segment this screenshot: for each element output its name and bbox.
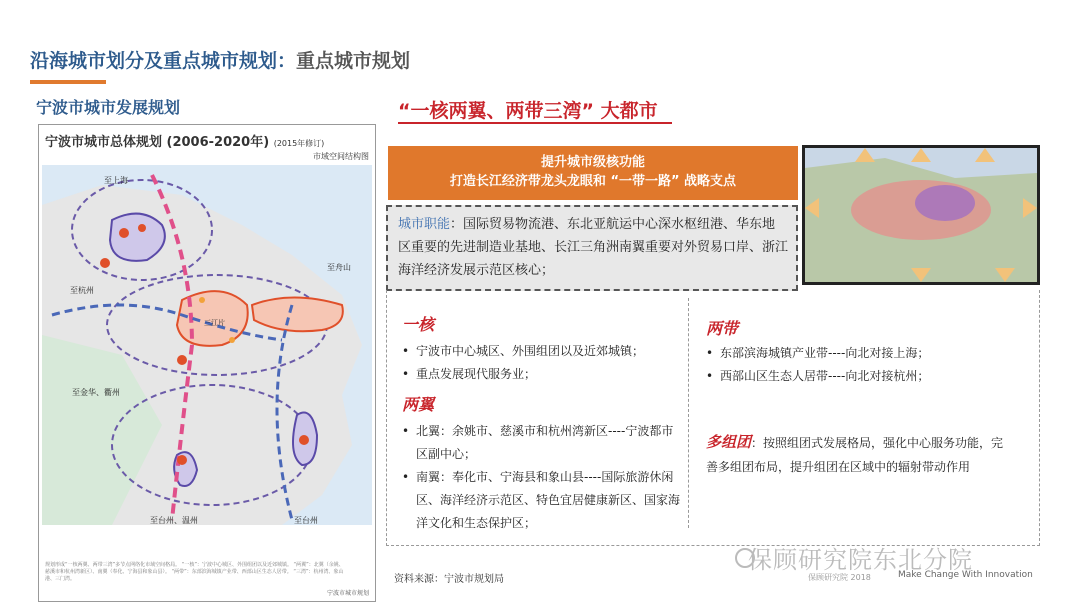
watermark: 保顾研究院东北分院 [748, 546, 973, 574]
city-function-box [386, 205, 798, 291]
city-node [100, 258, 110, 268]
label-to-taizhou-wenzhou: 至台州、温州 [150, 516, 198, 525]
city-function-sep: ： [450, 217, 464, 232]
city-function-label: 城市职能 [398, 217, 451, 232]
list-item: • 东部滨海城镇产业带----向北对接上海； [706, 342, 1026, 365]
map-subtitle: 市域空间结构图 [313, 152, 369, 161]
liangdai-heading: 两带 [706, 319, 739, 338]
list-item: • 南翼：奉化市、宁海县和象山县----国际旅游休闲区、海洋经济示范区、特色宜居健康新区、国家海洋文化和生态保护区； [402, 466, 684, 535]
map-footer: 宁波市城市规划 [326, 590, 369, 597]
headline: “一核两翼、两带三湾” 大都市 [398, 100, 658, 122]
list-item: • 宁波市中心城区、外围组团以及近郊城镇； [402, 340, 682, 363]
label-to-hangzhou: 至杭州 [70, 286, 94, 295]
list-item: • 西部山区生态人居带----向北对接杭州； [706, 365, 1026, 388]
column-divider [688, 298, 689, 528]
page-title-main: 沿海城市划分及重点城市规划： [30, 50, 297, 72]
city-node [138, 224, 146, 232]
liangdai-list [706, 342, 1026, 388]
city-function-text: 国际贸易物流港、东北亚航运中心深水枢纽港、华东地区重要的先进制造业基地、长江三角洲南翼重要对外贸易口岸、浙江海洋经济发展示范区核心； [398, 217, 789, 278]
spatial-structure-map [42, 165, 372, 525]
page-title [30, 46, 410, 73]
map-title-note: (2015年修订) [273, 139, 325, 148]
city-node [177, 355, 187, 365]
page-title-sub: 重点城市规划 [296, 50, 411, 72]
headline-underline [398, 122, 672, 124]
banner-line-2: 打造长江经济带龙头龙眼和 “一带一路” 战略支点 [449, 174, 737, 189]
label-to-zhoushan: 至舟山 [327, 263, 351, 272]
city-node [299, 435, 309, 445]
yihe-list [402, 340, 682, 386]
banner-line-1: 提升城市级核功能 [540, 155, 645, 170]
label-to-jinhua: 至金华、衢州 [72, 388, 120, 397]
planning-map-panel [38, 124, 376, 602]
map-title-text: 宁波市城市总体规划 (2006-2020年) [45, 135, 270, 150]
liangyi-list [402, 420, 684, 535]
duozutuan-sep: ： [751, 436, 764, 450]
label-to-taizhou: 至台州 [294, 516, 318, 525]
map-notes: 规划形成“一核两翼、两带三湾”多节点网络化市域空间格局。 “一核”：宁波中心城区、外围组团以及近郊城镇。 “两翼”：北翼（余姚、慈溪市和杭州湾新区）、南翼（奉化、宁海县和象山县）。 “两带”：东部滨海城镇产业带、西部山区生态人居带。 “三湾”：杭州湾、象山港、三门湾。 [45, 562, 344, 582]
north-cluster-zone [110, 214, 165, 261]
map-title [45, 131, 324, 150]
east-zone [252, 298, 343, 332]
brand-logo: 保顾研究院 2018 [808, 573, 871, 582]
source-note: 资料来源：宁波市规划局 [394, 574, 504, 585]
title-underline [30, 80, 106, 84]
strategy-banner [388, 146, 798, 200]
regional-map-image [802, 145, 1040, 285]
town-node [199, 297, 205, 303]
list-item: • 重点发展现代服务业； [402, 363, 682, 386]
duozutuan-heading: 多组团 [706, 433, 752, 451]
slogan: Make Change With Innovation [898, 570, 1033, 580]
duozutuan-block [706, 430, 1006, 479]
label-sanjiang: 三江片 [204, 319, 225, 327]
duozutuan-text: 按照组团式发展格局，强化中心服务功能，完善多组团布局，提升组团在区域中的辐射带动作用 [706, 436, 1004, 474]
section-title: 宁波市城市发展规划 [36, 98, 181, 117]
regional-center-area [915, 185, 975, 221]
town-node [229, 337, 235, 343]
liangyi-heading: 两翼 [402, 395, 435, 414]
list-item: • 北翼：余姚市、慈溪市和杭州湾新区----宁波都市区副中心； [402, 420, 684, 466]
city-node [119, 228, 129, 238]
label-to-shanghai: 至上海 [104, 176, 128, 185]
regional-map-graphic [805, 148, 1037, 282]
yihe-heading: 一核 [402, 315, 435, 334]
city-node [177, 455, 187, 465]
